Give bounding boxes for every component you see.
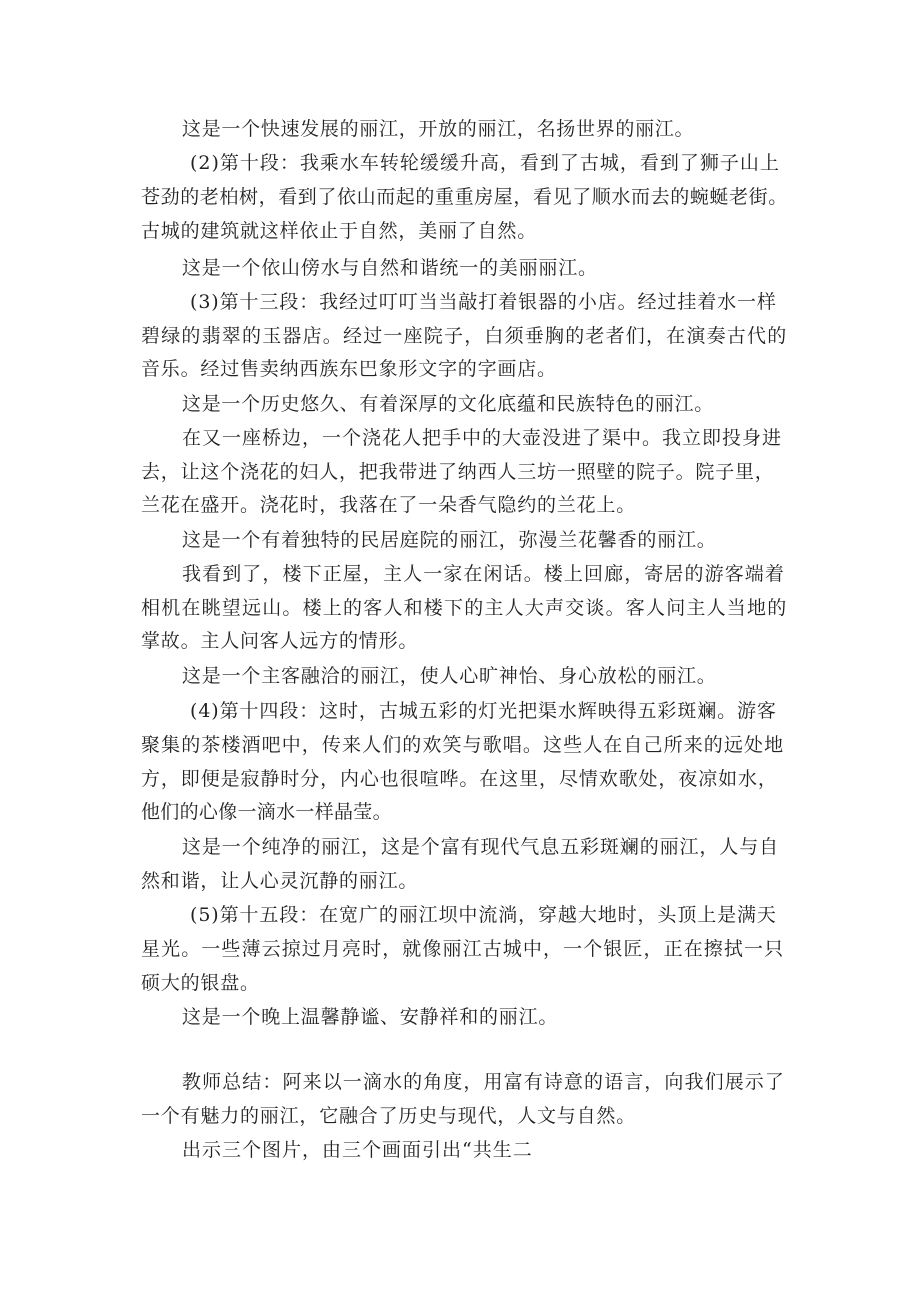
text-line: 硕大的银盘。: [141, 972, 260, 994]
text-line: 教师总结：阿来以一滴水的角度，用富有诗意的语言，向我们展示了: [182, 1071, 786, 1093]
text-line: 然和谐，让人心灵沉静的丽江。: [141, 870, 419, 892]
text-line: 方，即便是寂静时分，内心也很喧哗。在这里，尽情欢歌处，夜凉如水，: [141, 768, 778, 790]
text-line: 相机在眺望远山。楼上的客人和楼下的主人大声交谈。客人问主人当地的: [141, 597, 788, 619]
text-line: (5)第十五段：在宽广的丽江坝中流淌，穿越大地时，头顶上是满天: [190, 904, 777, 926]
text-line: 这是一个快速发展的丽江，开放的丽江，名扬世界的丽江。: [182, 118, 695, 140]
text-line: 碧绿的翡翠的玉器店。经过一座院子，白须垂胸的老者们，在演奏古代的: [141, 325, 788, 347]
text-line: 古城的建筑就这样依止于自然，美丽了自然。: [141, 220, 538, 242]
text-line: 星光。一些薄云掠过月亮时，就像丽江古城中，一个银匠，正在擦拭一只: [141, 938, 785, 960]
text-line: 这是一个有着独特的民居庭院的丽江，弥漫兰花馨香的丽江。: [182, 529, 717, 551]
text-line: (3)第十三段：我经过叮叮当当敲打着银器的小店。经过挂着水一样: [190, 291, 777, 313]
text-line: 兰花在盛开。浇花时，我落在了一朵香气隐约的兰花上。: [141, 494, 637, 516]
text-line: 这是一个晚上温馨静谧、安静祥和的丽江。: [182, 1006, 559, 1028]
text-line: 我看到了，楼下正屋，主人一家在闲话。楼上回廊，寄居的游客端着: [182, 563, 786, 585]
text-line: 去，让这个浇花的妇人，把我带进了纳西人三坊一照壁的院子。院子里，: [141, 461, 775, 483]
text-line: 出示三个图片，由三个画面引出“共生二: [182, 1139, 533, 1161]
text-line: (4)第十四段：这时，古城五彩的灯光把渠水辉映得五彩斑斓。游客: [190, 700, 777, 722]
text-line: (2)第十段：我乘水车转轮缓缓升高，看到了古城，看到了狮子山上: [190, 152, 780, 174]
text-line: 这是一个依山傍水与自然和谐统一的美丽丽江。: [182, 257, 598, 279]
text-line: 这是一个主客融洽的丽江，使人心旷神怡、身心放松的丽江。: [182, 665, 717, 687]
text-line: 这是一个历史悠久、有着深厚的文化底蕴和民族特色的丽江。: [182, 393, 714, 415]
text-line: 苍劲的老柏树，看到了依山而起的重重房屋，看见了顺水而去的蜿蜒老街。: [141, 186, 788, 208]
text-line: 这是一个纯净的丽江，这是个富有现代气息五彩斑斓的丽江，人与自: [182, 836, 780, 858]
text-line: 聚集的茶楼酒吧中，传来人们的欢笑与歌唱。这些人在自己所来的远处地: [141, 734, 785, 756]
text-line: 音乐。经过售卖纳西族东巴象形文字的字画店。: [141, 358, 557, 380]
text-line: 在又一座桥边，一个浇花人把手中的大壶没进了渠中。我立即投身进: [182, 427, 783, 449]
text-line: 掌故。主人问客人远方的情形。: [141, 630, 419, 652]
text-line: 他们的心像一滴水一样晶莹。: [141, 801, 392, 823]
text-line: 一个有魅力的丽江，它融合了历史与现代，人文与自然。: [141, 1105, 637, 1127]
